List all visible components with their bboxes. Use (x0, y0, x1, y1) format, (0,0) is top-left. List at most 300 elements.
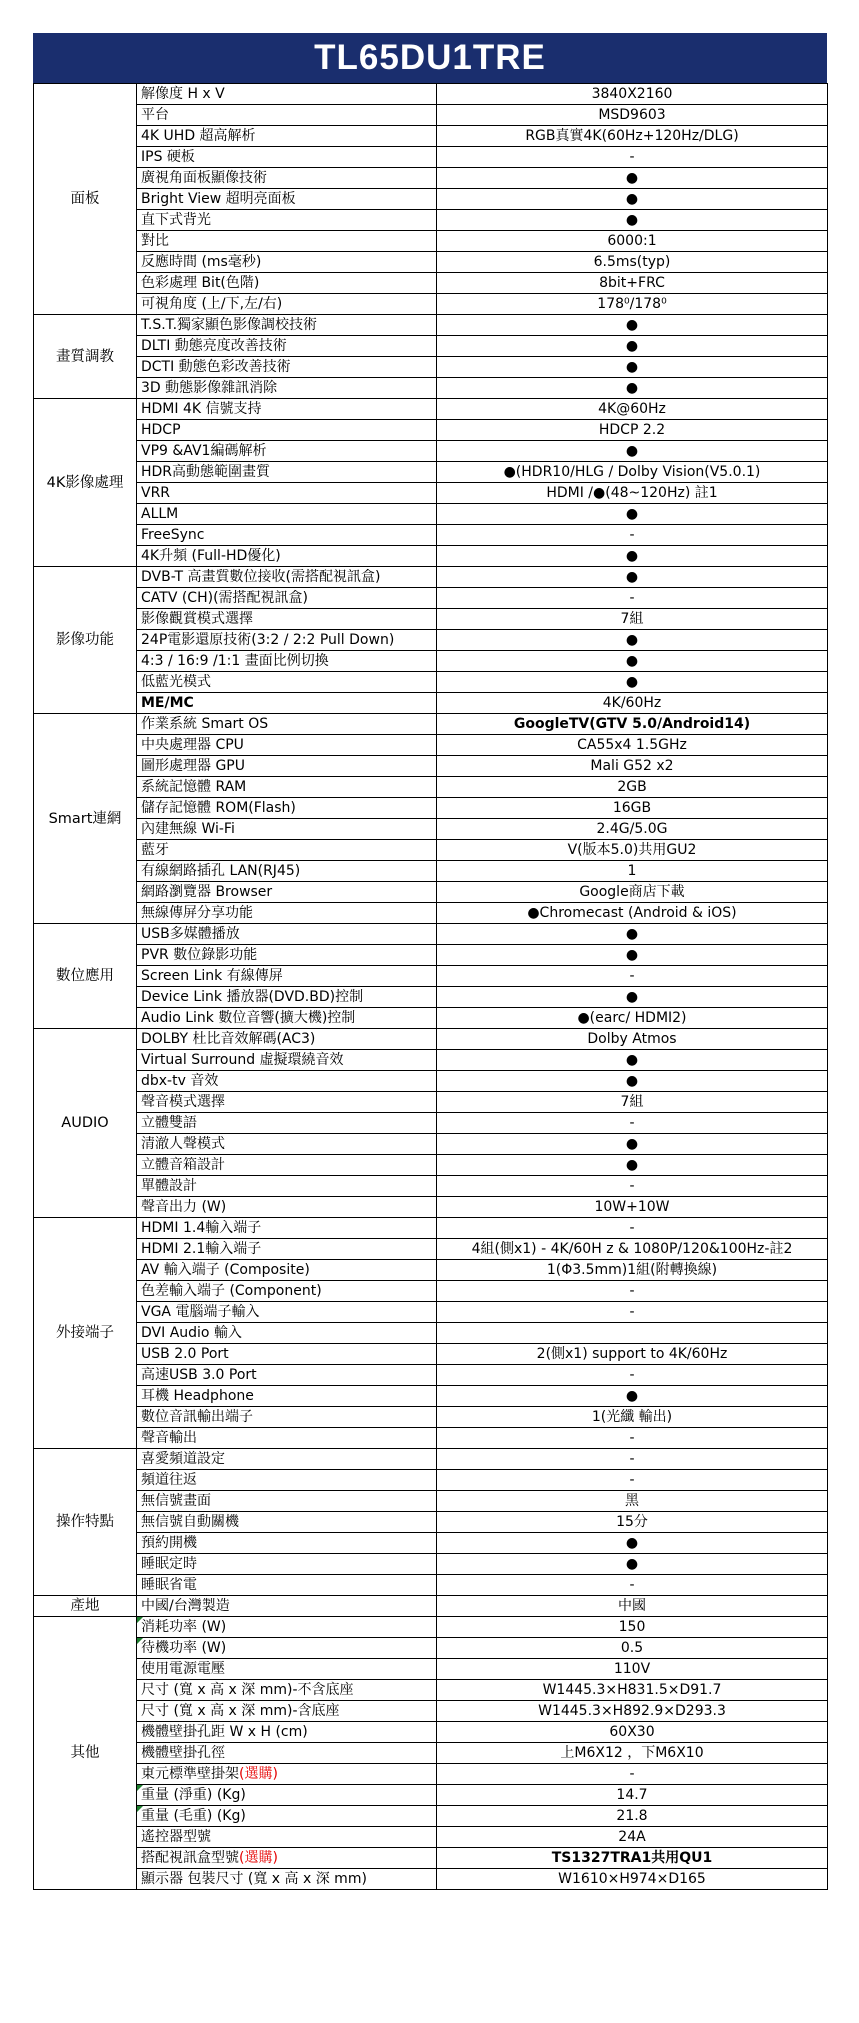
feature-cell (137, 1638, 437, 1659)
spec-row (34, 1512, 828, 1533)
value-cell: - (437, 1428, 828, 1449)
feature-cell (137, 1407, 437, 1428)
spec-table (33, 83, 828, 1890)
feature-cell (137, 1218, 437, 1239)
value-cell: 2.4G/5.0G (437, 819, 828, 840)
feature-label: 無信號自動關機 (141, 1514, 239, 1530)
feature-cell (137, 462, 437, 483)
value-cell: CA55x4 1.5GHz (437, 735, 828, 756)
value-cell: Dolby Atmos (437, 1029, 828, 1050)
value-cell: W1445.3×H892.9×D293.3 (437, 1701, 828, 1722)
spec-row (34, 1554, 828, 1575)
spec-row (34, 294, 828, 315)
value-cell: 24A (437, 1827, 828, 1848)
value-cell: 21.8 (437, 1806, 828, 1827)
category-cell: 操作特點 (34, 1449, 137, 1596)
feature-cell (137, 819, 437, 840)
feature-cell (137, 315, 437, 336)
feature-label: AV 輸入端子 (Composite) (141, 1262, 310, 1278)
value-cell: TS1327TRA1共用QU1 (437, 1848, 828, 1869)
feature-cell (137, 84, 437, 105)
spec-row (34, 840, 828, 861)
feature-cell (137, 1428, 437, 1449)
feature-label: 立體音箱設計 (141, 1157, 225, 1173)
feature-label: T.S.T.獨家顯色影像調校技術 (141, 317, 318, 333)
value-cell: 4K@60Hz (437, 399, 828, 420)
feature-label: 內建無線 Wi-Fi (141, 821, 235, 837)
feature-label: 中央處理器 CPU (141, 737, 244, 753)
value-cell: ● (437, 1050, 828, 1071)
feature-label: 色彩處理 Bit(色階) (141, 275, 260, 291)
feature-label: HDCP (141, 422, 181, 438)
feature-label: HDR高動態範圍畫質 (141, 464, 271, 480)
spec-row (34, 651, 828, 672)
value-cell: ● (437, 504, 828, 525)
feature-label: DLTI 動態亮度改善技術 (141, 338, 287, 354)
feature-cell (137, 1806, 437, 1827)
spec-row (34, 714, 828, 735)
feature-cell (137, 1722, 437, 1743)
feature-label: 網路瀏覽器 Browser (141, 884, 273, 900)
feature-label: 聲音輸出 (141, 1430, 197, 1446)
spec-sheet (33, 33, 827, 1890)
feature-cell (137, 1869, 437, 1890)
feature-cell (137, 1596, 437, 1617)
category-cell: 產地 (34, 1596, 137, 1617)
model-title: TL65DU1TRE (33, 33, 827, 83)
feature-cell (137, 1512, 437, 1533)
spec-row (34, 1008, 828, 1029)
spec-row (34, 1533, 828, 1554)
feature-cell (137, 1470, 437, 1491)
spec-row (34, 84, 828, 105)
spec-row (34, 882, 828, 903)
feature-label: 尺寸 (寬 x 高 x 深 mm)-含底座 (141, 1703, 340, 1719)
value-cell: V(版本5.0)共用GU2 (437, 840, 828, 861)
feature-cell (137, 1281, 437, 1302)
spec-row (34, 105, 828, 126)
value-cell: ● (437, 987, 828, 1008)
spec-row (34, 546, 828, 567)
feature-cell (137, 756, 437, 777)
feature-label: DOLBY 杜比音效解碼(AC3) (141, 1031, 316, 1047)
feature-cell (137, 609, 437, 630)
value-cell: 1(Φ3.5mm)1組(附轉換線) (437, 1260, 828, 1281)
value-cell: ● (437, 378, 828, 399)
feature-label: 色差輸入端子 (Component) (141, 1283, 322, 1299)
value-cell: Mali G52 x2 (437, 756, 828, 777)
spec-row (34, 630, 828, 651)
spec-row (34, 735, 828, 756)
feature-cell (137, 1491, 437, 1512)
spec-row (34, 273, 828, 294)
value-cell: - (437, 1176, 828, 1197)
value-cell (437, 1323, 828, 1344)
spec-row (34, 189, 828, 210)
feature-cell (137, 231, 437, 252)
feature-label: 尺寸 (寬 x 高 x 深 mm)-不含底座 (141, 1682, 354, 1698)
feature-cell (137, 798, 437, 819)
feature-label: 影像觀賞模式選擇 (141, 611, 253, 627)
feature-cell (137, 504, 437, 525)
spec-row (34, 231, 828, 252)
feature-cell (137, 1092, 437, 1113)
spec-row (34, 126, 828, 147)
spec-row (34, 1281, 828, 1302)
feature-label: 數位音訊輸出端子 (141, 1409, 253, 1425)
spec-row (34, 525, 828, 546)
feature-label: 作業系統 Smart OS (141, 716, 269, 732)
feature-cell (137, 147, 437, 168)
value-cell: ●(HDR10/HLG / Dolby Vision(V5.0.1) (437, 462, 828, 483)
feature-cell (137, 294, 437, 315)
spec-row (34, 567, 828, 588)
value-cell: - (437, 1365, 828, 1386)
spec-row (34, 1260, 828, 1281)
feature-label: 儲存記憶體 ROM(Flash) (141, 800, 296, 816)
value-cell: ● (437, 945, 828, 966)
feature-cell (137, 630, 437, 651)
spec-row (34, 420, 828, 441)
feature-cell (137, 987, 437, 1008)
spec-row (34, 1491, 828, 1512)
value-cell: ● (437, 567, 828, 588)
value-cell: ● (437, 630, 828, 651)
feature-label: 顯示器 包裝尺寸 (寬 x 高 x 深 mm) (141, 1871, 367, 1887)
feature-label: 藍牙 (141, 842, 169, 858)
spec-row (34, 1575, 828, 1596)
feature-cell (137, 126, 437, 147)
value-cell: 3840X2160 (437, 84, 828, 105)
feature-label: USB 2.0 Port (141, 1346, 229, 1362)
spec-row (34, 1869, 828, 1890)
value-cell: - (437, 147, 828, 168)
feature-cell (137, 1680, 437, 1701)
value-cell: ● (437, 924, 828, 945)
value-cell: GoogleTV(GTV 5.0/Android14) (437, 714, 828, 735)
feature-label: 系統記憶體 RAM (141, 779, 247, 795)
feature-label: DCTI 動態色彩改善技術 (141, 359, 291, 375)
value-cell: 黑 (437, 1491, 828, 1512)
value-cell: W1445.3×H831.5×D91.7 (437, 1680, 828, 1701)
feature-label: ALLM (141, 506, 179, 522)
value-cell: - (437, 1281, 828, 1302)
feature-label: 24P電影還原技術(3:2 / 2:2 Pull Down) (141, 632, 395, 648)
spec-row (34, 462, 828, 483)
category-cell: 面板 (34, 84, 137, 315)
value-cell: ● (437, 1386, 828, 1407)
category-cell: 其他 (34, 1617, 137, 1890)
value-cell: ● (437, 168, 828, 189)
feature-label: 頻道往返 (141, 1472, 197, 1488)
feature-label: 重量 (毛重) (Kg) (141, 1808, 246, 1824)
feature-label: 3D 動態影像雜訊消除 (141, 380, 278, 396)
optional-purchase-note: (選購) (239, 1850, 278, 1866)
feature-cell (137, 210, 437, 231)
feature-label: dbx-tv 音效 (141, 1073, 219, 1089)
value-cell: ● (437, 315, 828, 336)
feature-label: 使用電源電壓 (141, 1661, 225, 1677)
feature-label: CATV (CH)(需搭配視訊盒) (141, 590, 308, 606)
feature-label: Device Link 播放器(DVD.BD)控制 (141, 989, 364, 1005)
feature-cell (137, 168, 437, 189)
feature-cell (137, 672, 437, 693)
value-cell: - (437, 966, 828, 987)
spec-row (34, 1029, 828, 1050)
feature-cell (137, 1134, 437, 1155)
value-cell: 1(光纖 輸出) (437, 1407, 828, 1428)
feature-cell (137, 1533, 437, 1554)
value-cell: W1610×H974×D165 (437, 1869, 828, 1890)
spec-row (34, 1680, 828, 1701)
feature-label: HDMI 2.1輸入端子 (141, 1241, 262, 1257)
spec-row (34, 504, 828, 525)
value-cell: ● (437, 336, 828, 357)
value-cell: Google商店下載 (437, 882, 828, 903)
spec-row (34, 1806, 828, 1827)
spec-row (34, 1827, 828, 1848)
value-cell: 4組(側x1) - 4K/60H z & 1080P/120&100Hz-註2 (437, 1239, 828, 1260)
feature-label: ME/MC (141, 695, 194, 711)
spec-row (34, 1134, 828, 1155)
category-cell: 4K影像處理 (34, 399, 137, 567)
spec-row (34, 357, 828, 378)
feature-cell (137, 273, 437, 294)
feature-label: DVI Audio 輸入 (141, 1325, 242, 1341)
value-cell: ●(earc/ HDMI2) (437, 1008, 828, 1029)
feature-cell (137, 483, 437, 504)
feature-cell (137, 1113, 437, 1134)
feature-cell (137, 1449, 437, 1470)
feature-label: 東元標準壁掛架 (141, 1766, 239, 1782)
feature-label: Audio Link 數位音響(擴大機)控制 (141, 1010, 356, 1026)
feature-label: 有線網路插孔 LAN(RJ45) (141, 863, 301, 879)
feature-cell (137, 1785, 437, 1806)
feature-cell (137, 1365, 437, 1386)
spec-row (34, 1785, 828, 1806)
spec-row (34, 1071, 828, 1092)
value-cell: ● (437, 357, 828, 378)
feature-cell (137, 861, 437, 882)
spec-row (34, 1113, 828, 1134)
value-cell: 上M6X12 ，下M6X10 (437, 1743, 828, 1764)
feature-label: USB多媒體播放 (141, 926, 240, 942)
spec-row (34, 924, 828, 945)
spec-row (34, 1050, 828, 1071)
spec-row (34, 378, 828, 399)
spec-row (34, 1365, 828, 1386)
feature-cell (137, 252, 437, 273)
value-cell: - (437, 1575, 828, 1596)
feature-label: 聲音出力 (W) (141, 1199, 227, 1215)
feature-cell (137, 1575, 437, 1596)
feature-cell (137, 777, 437, 798)
feature-label: 圖形處理器 GPU (141, 758, 245, 774)
feature-label: 聲音模式選擇 (141, 1094, 225, 1110)
feature-label: 睡眠省電 (141, 1577, 197, 1593)
feature-cell (137, 924, 437, 945)
spec-row (34, 1092, 828, 1113)
value-cell: ● (437, 210, 828, 231)
value-cell: 110V (437, 1659, 828, 1680)
feature-label: Screen Link 有線傳屏 (141, 968, 283, 984)
feature-label: 待機功率 (W) (141, 1640, 227, 1656)
spec-row (34, 399, 828, 420)
spec-row (34, 903, 828, 924)
spec-row (34, 693, 828, 714)
feature-label: PVR 數位錄影功能 (141, 947, 258, 963)
feature-label: Virtual Surround 虛擬環繞音效 (141, 1052, 344, 1068)
spec-row (34, 672, 828, 693)
feature-cell (137, 399, 437, 420)
value-cell: - (437, 1302, 828, 1323)
spec-row (34, 945, 828, 966)
spec-row (34, 819, 828, 840)
spec-row (34, 336, 828, 357)
feature-cell (137, 336, 437, 357)
feature-label: 平台 (141, 107, 169, 123)
value-cell: ● (437, 441, 828, 462)
spec-row (34, 1302, 828, 1323)
feature-cell (137, 1701, 437, 1722)
value-cell: - (437, 525, 828, 546)
value-cell: 0.5 (437, 1638, 828, 1659)
feature-cell (137, 1260, 437, 1281)
feature-cell (137, 1176, 437, 1197)
feature-label: 直下式背光 (141, 212, 211, 228)
spec-row (34, 483, 828, 504)
feature-cell (137, 1617, 437, 1638)
value-cell: 14.7 (437, 1785, 828, 1806)
value-cell: 10W+10W (437, 1197, 828, 1218)
value-cell: ● (437, 1533, 828, 1554)
spec-row (34, 1470, 828, 1491)
optional-purchase-note: (選購) (239, 1766, 278, 1782)
spec-row (34, 1638, 828, 1659)
feature-cell (137, 105, 437, 126)
spec-row (34, 1722, 828, 1743)
spec-row (34, 1764, 828, 1785)
spec-row (34, 1743, 828, 1764)
category-cell: 影像功能 (34, 567, 137, 714)
spec-row (34, 315, 828, 336)
feature-label: 高速USB 3.0 Port (141, 1367, 257, 1383)
feature-cell (137, 525, 437, 546)
feature-cell (137, 1029, 437, 1050)
feature-cell (137, 1197, 437, 1218)
feature-label: 預約開機 (141, 1535, 197, 1551)
feature-label: 單體設計 (141, 1178, 197, 1194)
value-cell: HDMI /●(48~120Hz) 註1 (437, 483, 828, 504)
spec-row (34, 168, 828, 189)
value-cell: ●Chromecast (Android & iOS) (437, 903, 828, 924)
value-cell: 中國 (437, 1596, 828, 1617)
feature-cell (137, 1239, 437, 1260)
feature-label: FreeSync (141, 527, 205, 543)
feature-cell (137, 1743, 437, 1764)
feature-cell (137, 966, 437, 987)
spec-row (34, 1386, 828, 1407)
value-cell: ● (437, 189, 828, 210)
spec-row (34, 1155, 828, 1176)
spec-row (34, 798, 828, 819)
feature-label: 遙控器型號 (141, 1829, 211, 1845)
feature-label: 中國/台灣製造 (141, 1598, 230, 1614)
feature-label: 廣視角面板顯像技術 (141, 170, 267, 186)
feature-cell (137, 735, 437, 756)
category-cell: Smart連網 (34, 714, 137, 924)
feature-cell (137, 1155, 437, 1176)
feature-label: 機體壁掛孔距 W x H (cm) (141, 1724, 308, 1740)
value-cell: - (437, 588, 828, 609)
value-cell: ● (437, 1554, 828, 1575)
feature-cell (137, 1344, 437, 1365)
feature-label: 睡眠定時 (141, 1556, 197, 1572)
value-cell: 8bit+FRC (437, 273, 828, 294)
feature-label: DVB-T 高畫質數位接收(需搭配視訊盒) (141, 569, 381, 585)
feature-cell (137, 1554, 437, 1575)
spec-row (34, 252, 828, 273)
spec-row (34, 777, 828, 798)
spec-row (34, 1407, 828, 1428)
value-cell: 1 (437, 861, 828, 882)
spec-row (34, 1323, 828, 1344)
value-cell: ● (437, 1071, 828, 1092)
spec-row (34, 1701, 828, 1722)
value-cell: 60X30 (437, 1722, 828, 1743)
feature-cell (137, 882, 437, 903)
value-cell: 16GB (437, 798, 828, 819)
spec-row (34, 441, 828, 462)
feature-label: 清澈人聲模式 (141, 1136, 225, 1152)
value-cell: RGB真實4K(60Hz+120Hz/DLG) (437, 126, 828, 147)
feature-label: 無線傳屏分享功能 (141, 905, 253, 921)
value-cell: ● (437, 546, 828, 567)
feature-cell (137, 840, 437, 861)
value-cell: - (437, 1764, 828, 1785)
value-cell: 6.5ms(typ) (437, 252, 828, 273)
spec-row (34, 987, 828, 1008)
spec-row (34, 1197, 828, 1218)
feature-label: IPS 硬板 (141, 149, 195, 165)
spec-row (34, 1218, 828, 1239)
spec-row (34, 1428, 828, 1449)
spec-row (34, 1659, 828, 1680)
feature-cell (137, 441, 437, 462)
feature-label: HDMI 4K 信號支持 (141, 401, 262, 417)
feature-cell (137, 1848, 437, 1869)
spec-row (34, 609, 828, 630)
value-cell: - (437, 1470, 828, 1491)
category-cell: 畫質調教 (34, 315, 137, 399)
feature-label: 反應時間 (ms毫秒) (141, 254, 262, 270)
spec-row (34, 1449, 828, 1470)
spec-row (34, 1617, 828, 1638)
feature-label: VGA 電腦端子輸入 (141, 1304, 260, 1320)
feature-cell (137, 714, 437, 735)
value-cell: - (437, 1449, 828, 1470)
category-cell: 數位應用 (34, 924, 137, 1029)
category-cell: 外接端子 (34, 1218, 137, 1449)
spec-row (34, 1344, 828, 1365)
feature-cell (137, 1008, 437, 1029)
feature-label: VRR (141, 485, 171, 501)
feature-label: VP9 &AV1編碼解析 (141, 443, 267, 459)
feature-label: 重量 (淨重) (Kg) (141, 1787, 246, 1803)
feature-cell (137, 693, 437, 714)
feature-cell (137, 567, 437, 588)
feature-cell (137, 378, 437, 399)
